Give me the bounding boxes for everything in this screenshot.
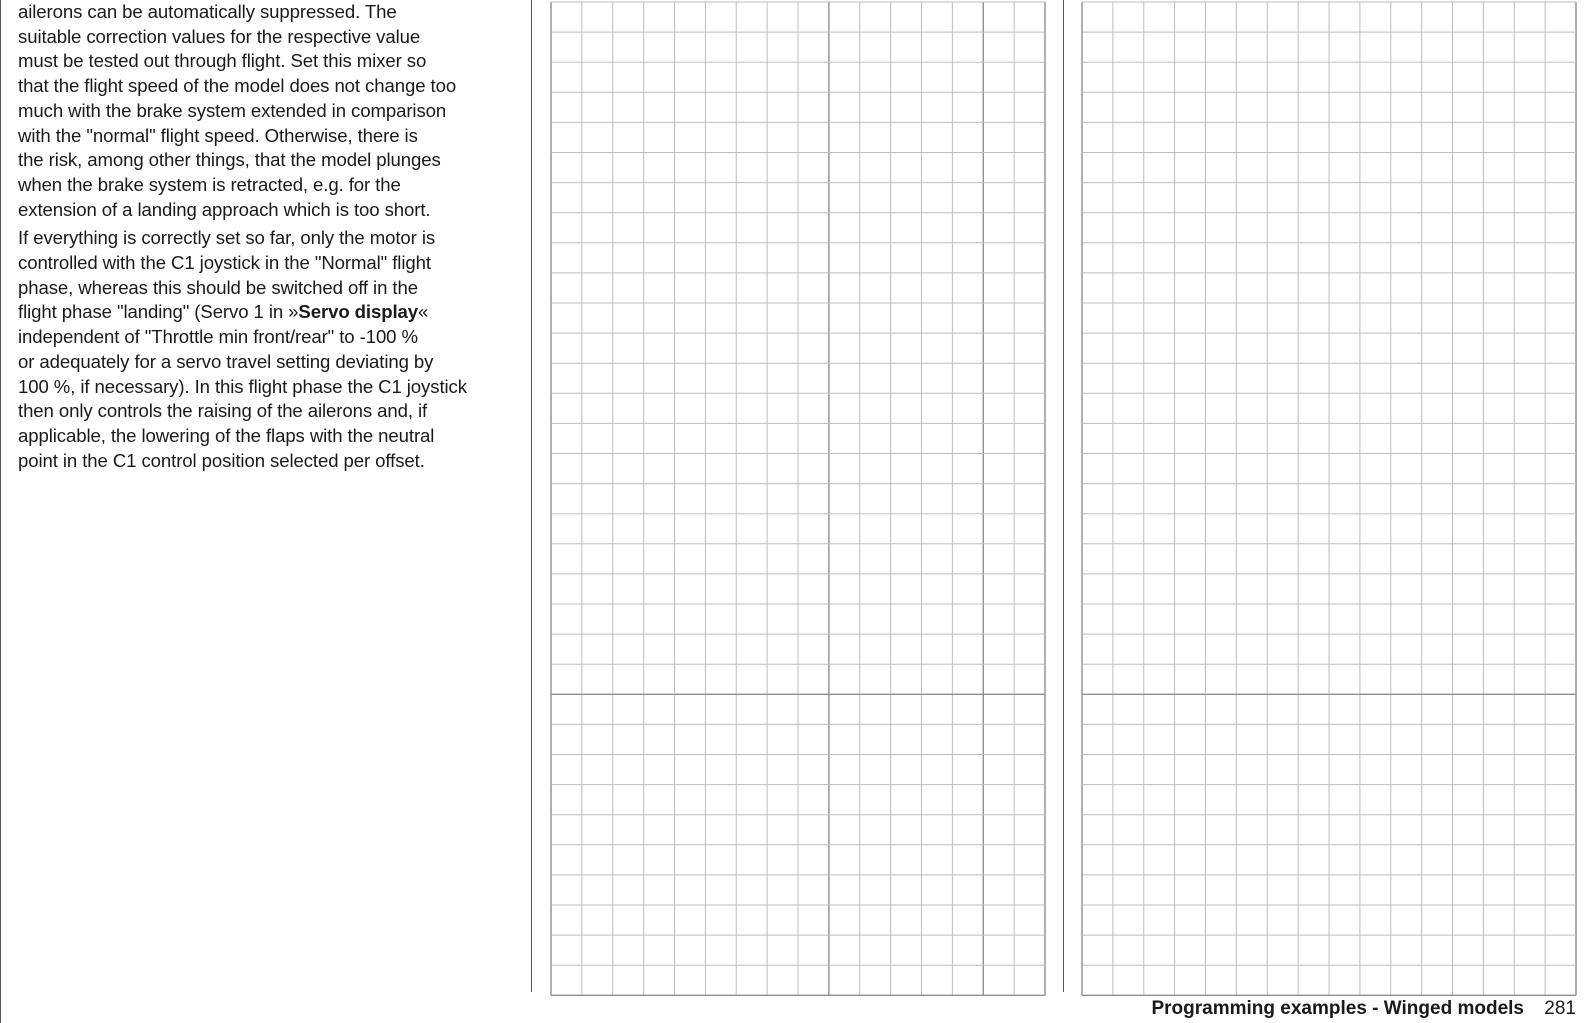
paragraph-line: If everything is correctly set so far, only the motor is	[18, 227, 436, 249]
servo-display-menu-ref: Servo display	[298, 301, 419, 323]
paragraph-line: with the "normal" flight speed. Otherwise, there is	[18, 124, 418, 146]
paragraph-line: or adequately for a servo travel setting deviating by	[18, 350, 434, 372]
footer-section-title: Programming examples - Winged models	[1151, 998, 1524, 1019]
paragraph-line: then only controls the raising of the ailerons and, if	[18, 400, 428, 422]
notes-grid-left	[551, 2, 1045, 995]
page-footer	[0, 998, 1596, 1020]
paragraph-line: when the brake system is retracted, e.g. for the	[18, 173, 401, 195]
paragraph-line: the risk, among other things, that the model plunges	[18, 149, 441, 171]
paragraph-line: phase, whereas this should be switched off in the	[18, 276, 418, 298]
paragraph-line: applicable, the lowering of the flaps with the neutral	[18, 424, 435, 446]
line-text-before: flight phase "landing" (Servo 1 in »	[18, 301, 299, 323]
paragraph-line: extension of a landing approach which is too short.	[18, 198, 431, 220]
paragraph-line: 100 %, if necessary). In this flight phase the C1 joystick	[18, 375, 467, 397]
notes-grid-right	[1082, 2, 1576, 995]
paragraph-line: much with the brake system extended in comparison	[18, 99, 447, 121]
paragraph-line: controlled with the C1 joystick in the "Normal" flight	[18, 252, 431, 274]
paragraph-line: independent of "Throttle min front/rear" to -100 %	[18, 326, 418, 348]
paragraph-line: suitable correction values for the respective value	[18, 25, 421, 47]
paragraph-line: ailerons can be automatically suppressed. The	[18, 1, 397, 22]
paragraph-line: point in the C1 control position selected per offset.	[18, 449, 425, 471]
page-number: 281	[1544, 998, 1576, 1019]
line-text-after: «	[418, 301, 429, 323]
paragraph-line: must be tested out through flight. Set this mixer so	[18, 50, 427, 72]
paragraph-line: that the flight speed of the model does not change too	[18, 75, 457, 97]
